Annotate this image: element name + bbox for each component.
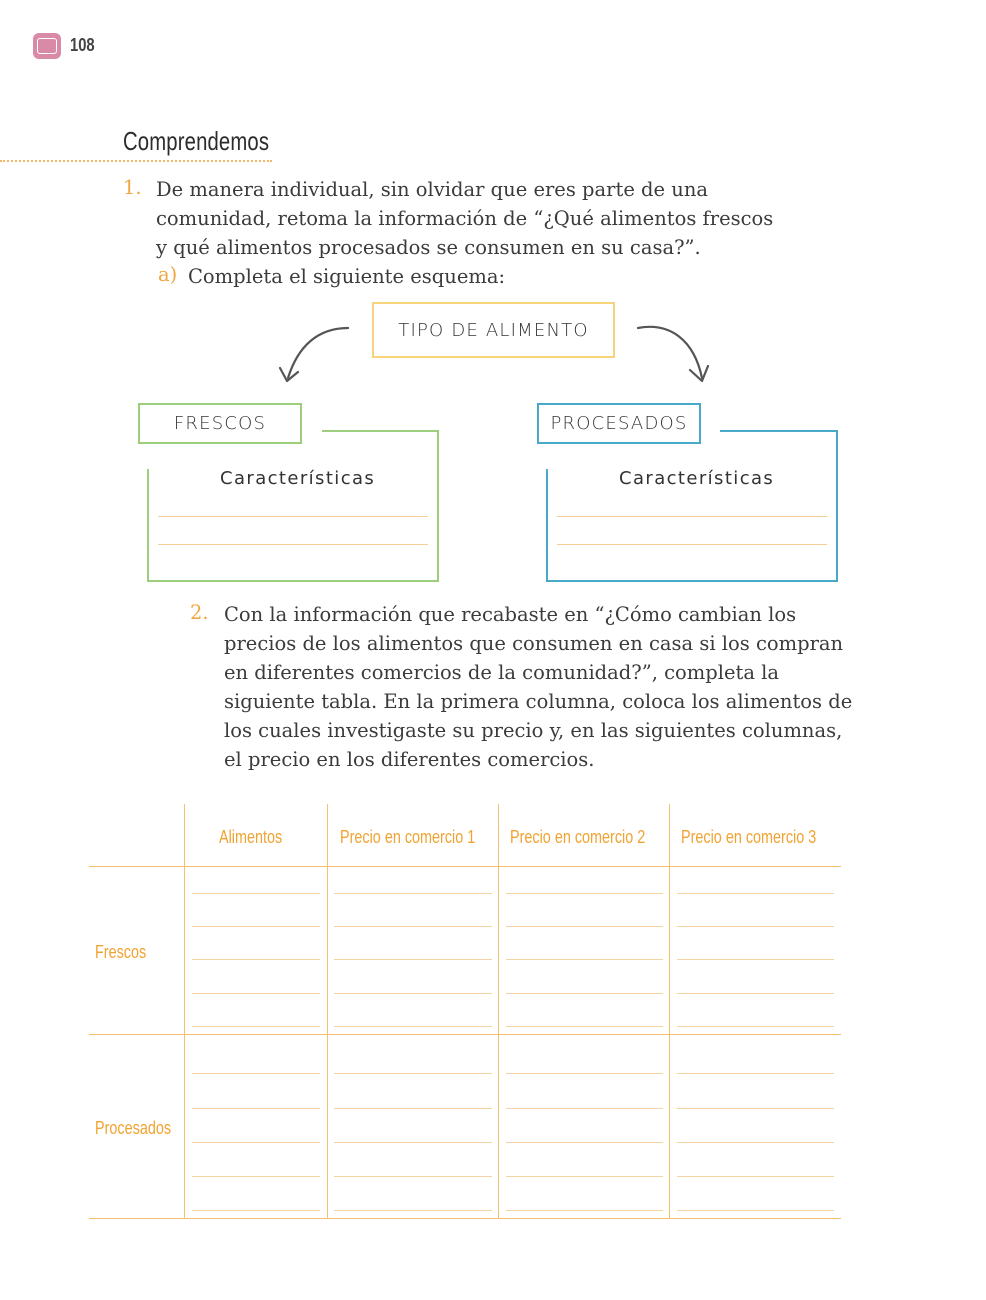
cell-line[interactable] [192, 926, 320, 927]
cell-line[interactable] [506, 993, 663, 994]
item-1a-text: Completa el siguiente esquema: [188, 265, 506, 288]
root-label: TIPO DE ALIMENTO [398, 319, 589, 341]
cell-line[interactable] [506, 1108, 663, 1109]
row-label-frescos: Frescos [95, 942, 147, 962]
header-precio-2: Precio en comercio 2 [510, 827, 646, 847]
cell-line[interactable] [677, 1142, 834, 1143]
item-2-line: precios de los alimentos que consumen en casa si los compran [224, 632, 844, 655]
cell-line[interactable] [334, 993, 492, 994]
cell-line[interactable] [334, 1073, 492, 1074]
cell-line[interactable] [506, 1142, 663, 1143]
cell-line[interactable] [192, 1176, 320, 1177]
arrow-right-icon [630, 318, 720, 390]
cell-line[interactable] [506, 1176, 663, 1177]
root-box [372, 302, 615, 358]
procesados-frame-bottom [546, 580, 838, 582]
cell-line[interactable] [192, 1026, 320, 1027]
item-2-line: Con la información que recabaste en “¿Cómo cambian los [224, 603, 797, 626]
cell-line[interactable] [506, 1026, 663, 1027]
page-number: 108 [70, 35, 95, 55]
cell-line[interactable] [192, 1210, 320, 1211]
cell-line[interactable] [506, 1210, 663, 1211]
frescos-answer-line[interactable] [158, 516, 428, 517]
procesados-frame-left [546, 469, 548, 582]
arrow-left-icon [270, 318, 360, 390]
header-precio-1: Precio en comercio 1 [340, 827, 476, 847]
cell-line[interactable] [192, 893, 320, 894]
frescos-frame-top [322, 430, 438, 432]
item-1a-letter: a) [158, 263, 178, 286]
cell-line[interactable] [677, 1108, 834, 1109]
frescos-frame-left [147, 469, 149, 582]
cell-line[interactable] [192, 1142, 320, 1143]
cell-line[interactable] [334, 1142, 492, 1143]
table-vline [498, 804, 499, 1218]
cell-line[interactable] [334, 1026, 492, 1027]
section-title: Comprendemos [123, 126, 270, 156]
frescos-title: FRESCOS [173, 413, 267, 434]
item-2-number: 2. [190, 601, 209, 624]
procesados-caracteristicas-label: Características [619, 468, 775, 489]
cell-line[interactable] [334, 959, 492, 960]
cell-line[interactable] [334, 1176, 492, 1177]
cell-line[interactable] [506, 926, 663, 927]
header-precio-3: Precio en comercio 3 [681, 827, 817, 847]
item-2-text [224, 600, 904, 774]
frescos-answer-line[interactable] [158, 544, 428, 545]
item-2-line: siguiente tabla. En la primera columna, coloca los alimentos de [224, 690, 853, 713]
item-2-line: el precio en los diferentes comercios. [224, 748, 595, 771]
item-1-text [156, 175, 836, 262]
cell-line[interactable] [677, 959, 834, 960]
cell-line[interactable] [192, 1108, 320, 1109]
cell-line[interactable] [506, 893, 663, 894]
procesados-title: PROCESADOS [550, 413, 688, 434]
cell-line[interactable] [506, 959, 663, 960]
cell-line[interactable] [334, 926, 492, 927]
procesados-answer-line[interactable] [557, 516, 827, 517]
cell-line[interactable] [677, 926, 834, 927]
procesados-frame-right [836, 430, 838, 581]
procesados-box [537, 403, 701, 444]
item-2-line: en diferentes comercios de la comunidad?”, completa la [224, 661, 780, 684]
procesados-answer-line[interactable] [557, 544, 827, 545]
cell-line[interactable] [677, 1210, 834, 1211]
book-badge-icon [33, 33, 61, 59]
title-underline [0, 160, 272, 162]
cell-line[interactable] [334, 1210, 492, 1211]
item-1-number: 1. [123, 176, 142, 199]
table-vline [669, 804, 670, 1218]
cell-line[interactable] [677, 993, 834, 994]
frescos-box [138, 403, 302, 444]
cell-line[interactable] [677, 1073, 834, 1074]
table-hline [89, 866, 841, 867]
row-label-procesados: Procesados [95, 1118, 172, 1138]
procesados-frame-top [720, 430, 837, 432]
table-hline [89, 1034, 841, 1035]
cell-line[interactable] [334, 893, 492, 894]
header-alimentos: Alimentos [219, 827, 283, 847]
cell-line[interactable] [334, 1108, 492, 1109]
item-1-line: comunidad, retoma la información de “¿Qué alimentos frescos [156, 207, 774, 230]
cell-line[interactable] [192, 993, 320, 994]
item-2-line: los cuales investigaste su precio y, en las siguientes columnas, [224, 719, 843, 742]
table-hline [89, 1218, 841, 1219]
cell-line[interactable] [192, 959, 320, 960]
frescos-caracteristicas-label: Características [220, 468, 376, 489]
item-1-line: De manera individual, sin olvidar que eres parte de una [156, 178, 709, 201]
table-vline [184, 804, 185, 1218]
frescos-frame-bottom [147, 580, 439, 582]
cell-line[interactable] [677, 893, 834, 894]
cell-line[interactable] [506, 1073, 663, 1074]
cell-line[interactable] [677, 1176, 834, 1177]
item-1-line: y qué alimentos procesados se consumen en su casa?”. [156, 236, 701, 259]
cell-line[interactable] [677, 1026, 834, 1027]
table-vline [327, 804, 328, 1218]
cell-line[interactable] [192, 1073, 320, 1074]
frescos-frame-right [437, 430, 439, 581]
